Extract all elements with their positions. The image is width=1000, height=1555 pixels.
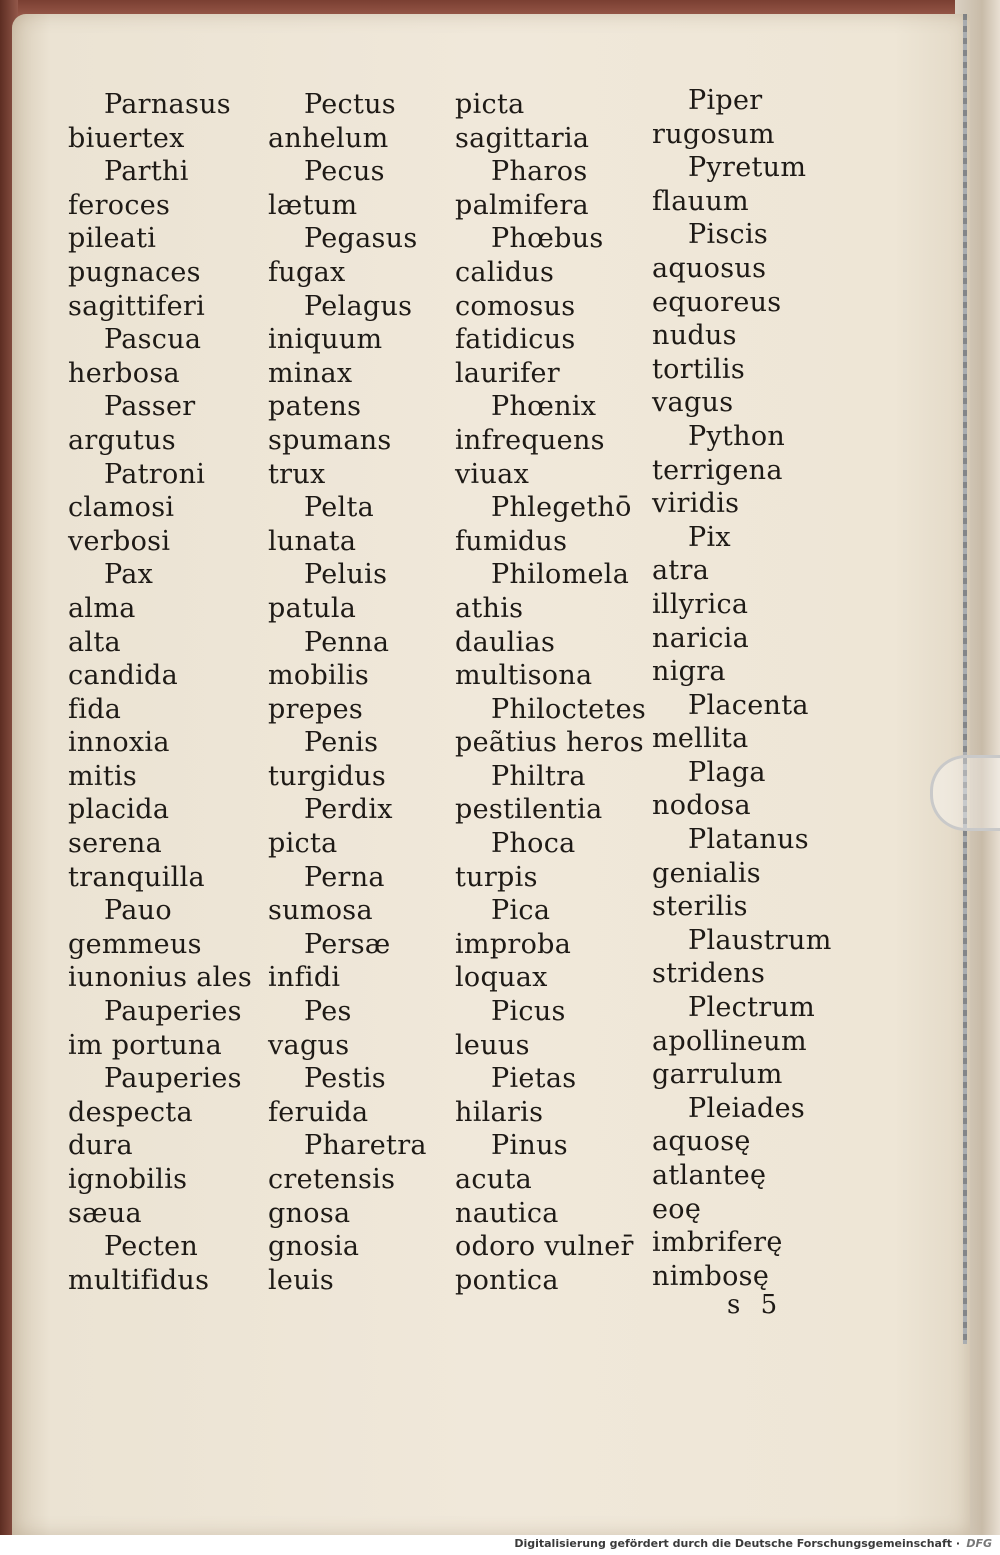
- epithet: nudus: [652, 320, 737, 352]
- epithet: picta: [455, 89, 525, 120]
- epithet: argutus: [68, 424, 176, 456]
- epithet: minax: [268, 357, 353, 389]
- word-column-1: [68, 88, 252, 1297]
- epithet: spumans: [268, 424, 392, 456]
- epithet: turpis: [455, 861, 538, 893]
- headword: Pascua: [104, 324, 202, 356]
- epithet: naricia: [652, 622, 749, 654]
- headword: Perdix: [304, 794, 393, 826]
- epithet: serena: [68, 828, 163, 860]
- epithet: pontica: [455, 1264, 559, 1296]
- headword: Passer: [104, 391, 196, 423]
- headword: Parthi: [104, 156, 189, 188]
- epithet: equoreus: [652, 286, 782, 318]
- epithet: atlanteę: [652, 1160, 767, 1191]
- epithet: nodosa: [652, 790, 751, 822]
- epithet: athis: [455, 592, 524, 624]
- epithet: sagittiferi: [68, 290, 206, 322]
- word-column-4: [652, 84, 832, 1293]
- headword: Penis: [304, 727, 379, 759]
- epithet: rugosum: [652, 118, 775, 150]
- epithet: iunonius ales: [68, 962, 252, 994]
- epithet: gnosia: [268, 1231, 360, 1263]
- epithet: gnosa: [268, 1197, 351, 1229]
- epithet: herbosa: [68, 357, 180, 389]
- epithet: candida: [68, 660, 179, 692]
- headword: Peluis: [304, 559, 388, 591]
- headword: Philoctetes: [491, 693, 647, 725]
- epithet: prepes: [268, 693, 364, 725]
- epithet: biuertex: [68, 122, 185, 154]
- epithet: infrequens: [455, 424, 605, 456]
- epithet: placida: [68, 794, 170, 826]
- epithet: nautica: [455, 1197, 559, 1229]
- epithet: flauum: [652, 185, 749, 217]
- headword: Phlegethō: [491, 492, 632, 524]
- epithet: gemmeus: [68, 928, 202, 960]
- epithet: mobilis: [268, 660, 370, 692]
- epithet: patens: [268, 391, 362, 423]
- headword: Pestis: [304, 1063, 386, 1095]
- headword: Persæ: [304, 928, 391, 960]
- headword: Philtra: [491, 760, 586, 792]
- epithet: leuis: [268, 1264, 334, 1296]
- epithet: imbriferę: [652, 1227, 783, 1259]
- headword: Pauo: [104, 895, 172, 927]
- epithet: pestilentia: [455, 794, 603, 826]
- epithet: garrulum: [652, 1059, 783, 1091]
- epithet: verbosi: [68, 525, 171, 557]
- headword: Plaustrum: [688, 924, 832, 956]
- headword: Philomela: [491, 559, 630, 591]
- epithet: hilaris: [455, 1096, 544, 1128]
- epithet: genialis: [652, 857, 761, 889]
- headword: Pietas: [491, 1063, 577, 1095]
- epithet: fida: [68, 693, 122, 725]
- page-clip: [930, 755, 1000, 831]
- epithet: despecta: [68, 1096, 193, 1128]
- epithet: nigra: [652, 656, 726, 688]
- epithet: im portuna: [68, 1029, 222, 1061]
- headword: Pauperies: [104, 996, 242, 1028]
- epithet: turgidus: [268, 760, 386, 792]
- epithet: loquax: [455, 962, 548, 994]
- headword: Piper: [688, 85, 763, 116]
- epithet: peãtius heros: [455, 727, 644, 759]
- epithet: alta: [68, 626, 121, 658]
- epithet: innoxia: [68, 727, 170, 759]
- headword: Python: [688, 420, 786, 452]
- headword: Piscis: [688, 219, 769, 251]
- epithet: viridis: [652, 488, 740, 520]
- signature-mark: s 5: [727, 1290, 784, 1320]
- epithet: aquosus: [652, 252, 767, 284]
- headword: Pecten: [104, 1231, 199, 1263]
- epithet: clamosi: [68, 492, 175, 524]
- headword: Phœnix: [491, 391, 597, 423]
- epithet: tranquilla: [68, 861, 205, 893]
- dfg-logo: DFG: [966, 1537, 992, 1550]
- epithet: leuus: [455, 1029, 530, 1061]
- headword: Pelta: [304, 492, 375, 524]
- epithet: calidus: [455, 256, 555, 288]
- headword: Pyretum: [688, 152, 807, 184]
- epithet: multifidus: [68, 1264, 210, 1296]
- headword: Pectus: [304, 89, 396, 120]
- footer-credit: Digitalisierung gefördert durch die Deutsche Forschungsgemeinschaft ·: [514, 1537, 960, 1550]
- headword: Pharetra: [304, 1130, 427, 1162]
- epithet: comosus: [455, 290, 576, 322]
- headword: Pix: [688, 521, 731, 553]
- headword: Pinus: [491, 1130, 568, 1162]
- headword: Penna: [304, 626, 390, 658]
- epithet: tortilis: [652, 353, 746, 385]
- headword: Pica: [491, 895, 551, 927]
- epithet: dura: [68, 1130, 133, 1162]
- epithet: aquosę: [652, 1126, 751, 1158]
- epithet: vagus: [268, 1029, 350, 1061]
- epithet: laurifer: [455, 357, 560, 389]
- headword: Phœbus: [491, 223, 604, 255]
- headword: Placenta: [688, 689, 809, 721]
- word-column-3: [455, 88, 646, 1297]
- epithet: trux: [268, 458, 326, 490]
- epithet: ignobilis: [68, 1164, 188, 1195]
- epithet: fugax: [268, 256, 346, 288]
- epithet: sagittaria: [455, 122, 590, 154]
- epithet: sterilis: [652, 891, 748, 923]
- epithet: fatidicus: [455, 324, 576, 356]
- epithet: lætum: [268, 189, 358, 221]
- headword: Plaga: [688, 756, 766, 788]
- epithet: sumosa: [268, 895, 373, 927]
- epithet: illyrica: [652, 588, 749, 620]
- epithet: feroces: [68, 189, 171, 221]
- epithet: picta: [268, 828, 338, 860]
- epithet: infidi: [268, 962, 341, 994]
- headword: Pes: [304, 996, 352, 1028]
- word-column-2: [268, 88, 427, 1297]
- epithet: iniquum: [268, 324, 383, 356]
- epithet: acuta: [455, 1164, 533, 1195]
- epithet: lunata: [268, 525, 357, 557]
- epithet: patula: [268, 592, 357, 624]
- epithet: pileati: [68, 223, 157, 255]
- epithet: viuax: [455, 458, 530, 490]
- headword: Pax: [104, 559, 154, 591]
- epithet: terrigena: [652, 454, 783, 486]
- epithet: cretensis: [268, 1164, 396, 1195]
- epithet: feruida: [268, 1096, 369, 1128]
- headword: Plectrum: [688, 992, 816, 1024]
- epithet: stridens: [652, 958, 766, 990]
- headword: Pelagus: [304, 290, 413, 322]
- epithet: sæua: [68, 1197, 142, 1229]
- epithet: mellita: [652, 723, 749, 755]
- epithet: anhelum: [268, 122, 389, 154]
- epithet: odoro vulner̄: [455, 1231, 634, 1263]
- epithet: daulias: [455, 626, 556, 658]
- headword: Pegasus: [304, 223, 418, 255]
- headword: Pecus: [304, 156, 385, 188]
- epithet: improba: [455, 928, 572, 960]
- headword: Pauperies: [104, 1063, 242, 1095]
- headword: Phoca: [491, 828, 576, 860]
- headword: Patroni: [104, 458, 206, 490]
- headword: Pleiades: [688, 1092, 806, 1124]
- headword: Picus: [491, 996, 566, 1028]
- epithet: multisona: [455, 660, 593, 692]
- headword: Platanus: [688, 824, 809, 856]
- epithet: eoę: [652, 1193, 702, 1225]
- footer-bar: [0, 1535, 1000, 1555]
- epithet: fumidus: [455, 525, 568, 557]
- epithet: nimbosę: [652, 1260, 770, 1292]
- epithet: atra: [652, 555, 710, 587]
- headword: Pharos: [491, 156, 588, 188]
- epithet: pugnaces: [68, 256, 201, 288]
- epithet: palmifera: [455, 189, 589, 221]
- headword: Parnasus: [104, 89, 231, 120]
- epithet: vagus: [652, 387, 734, 419]
- headword: Perna: [304, 861, 385, 893]
- epithet: apollineum: [652, 1025, 807, 1057]
- page-edge-shadow: [963, 14, 967, 1344]
- epithet: alma: [68, 592, 136, 624]
- epithet: mitis: [68, 760, 138, 792]
